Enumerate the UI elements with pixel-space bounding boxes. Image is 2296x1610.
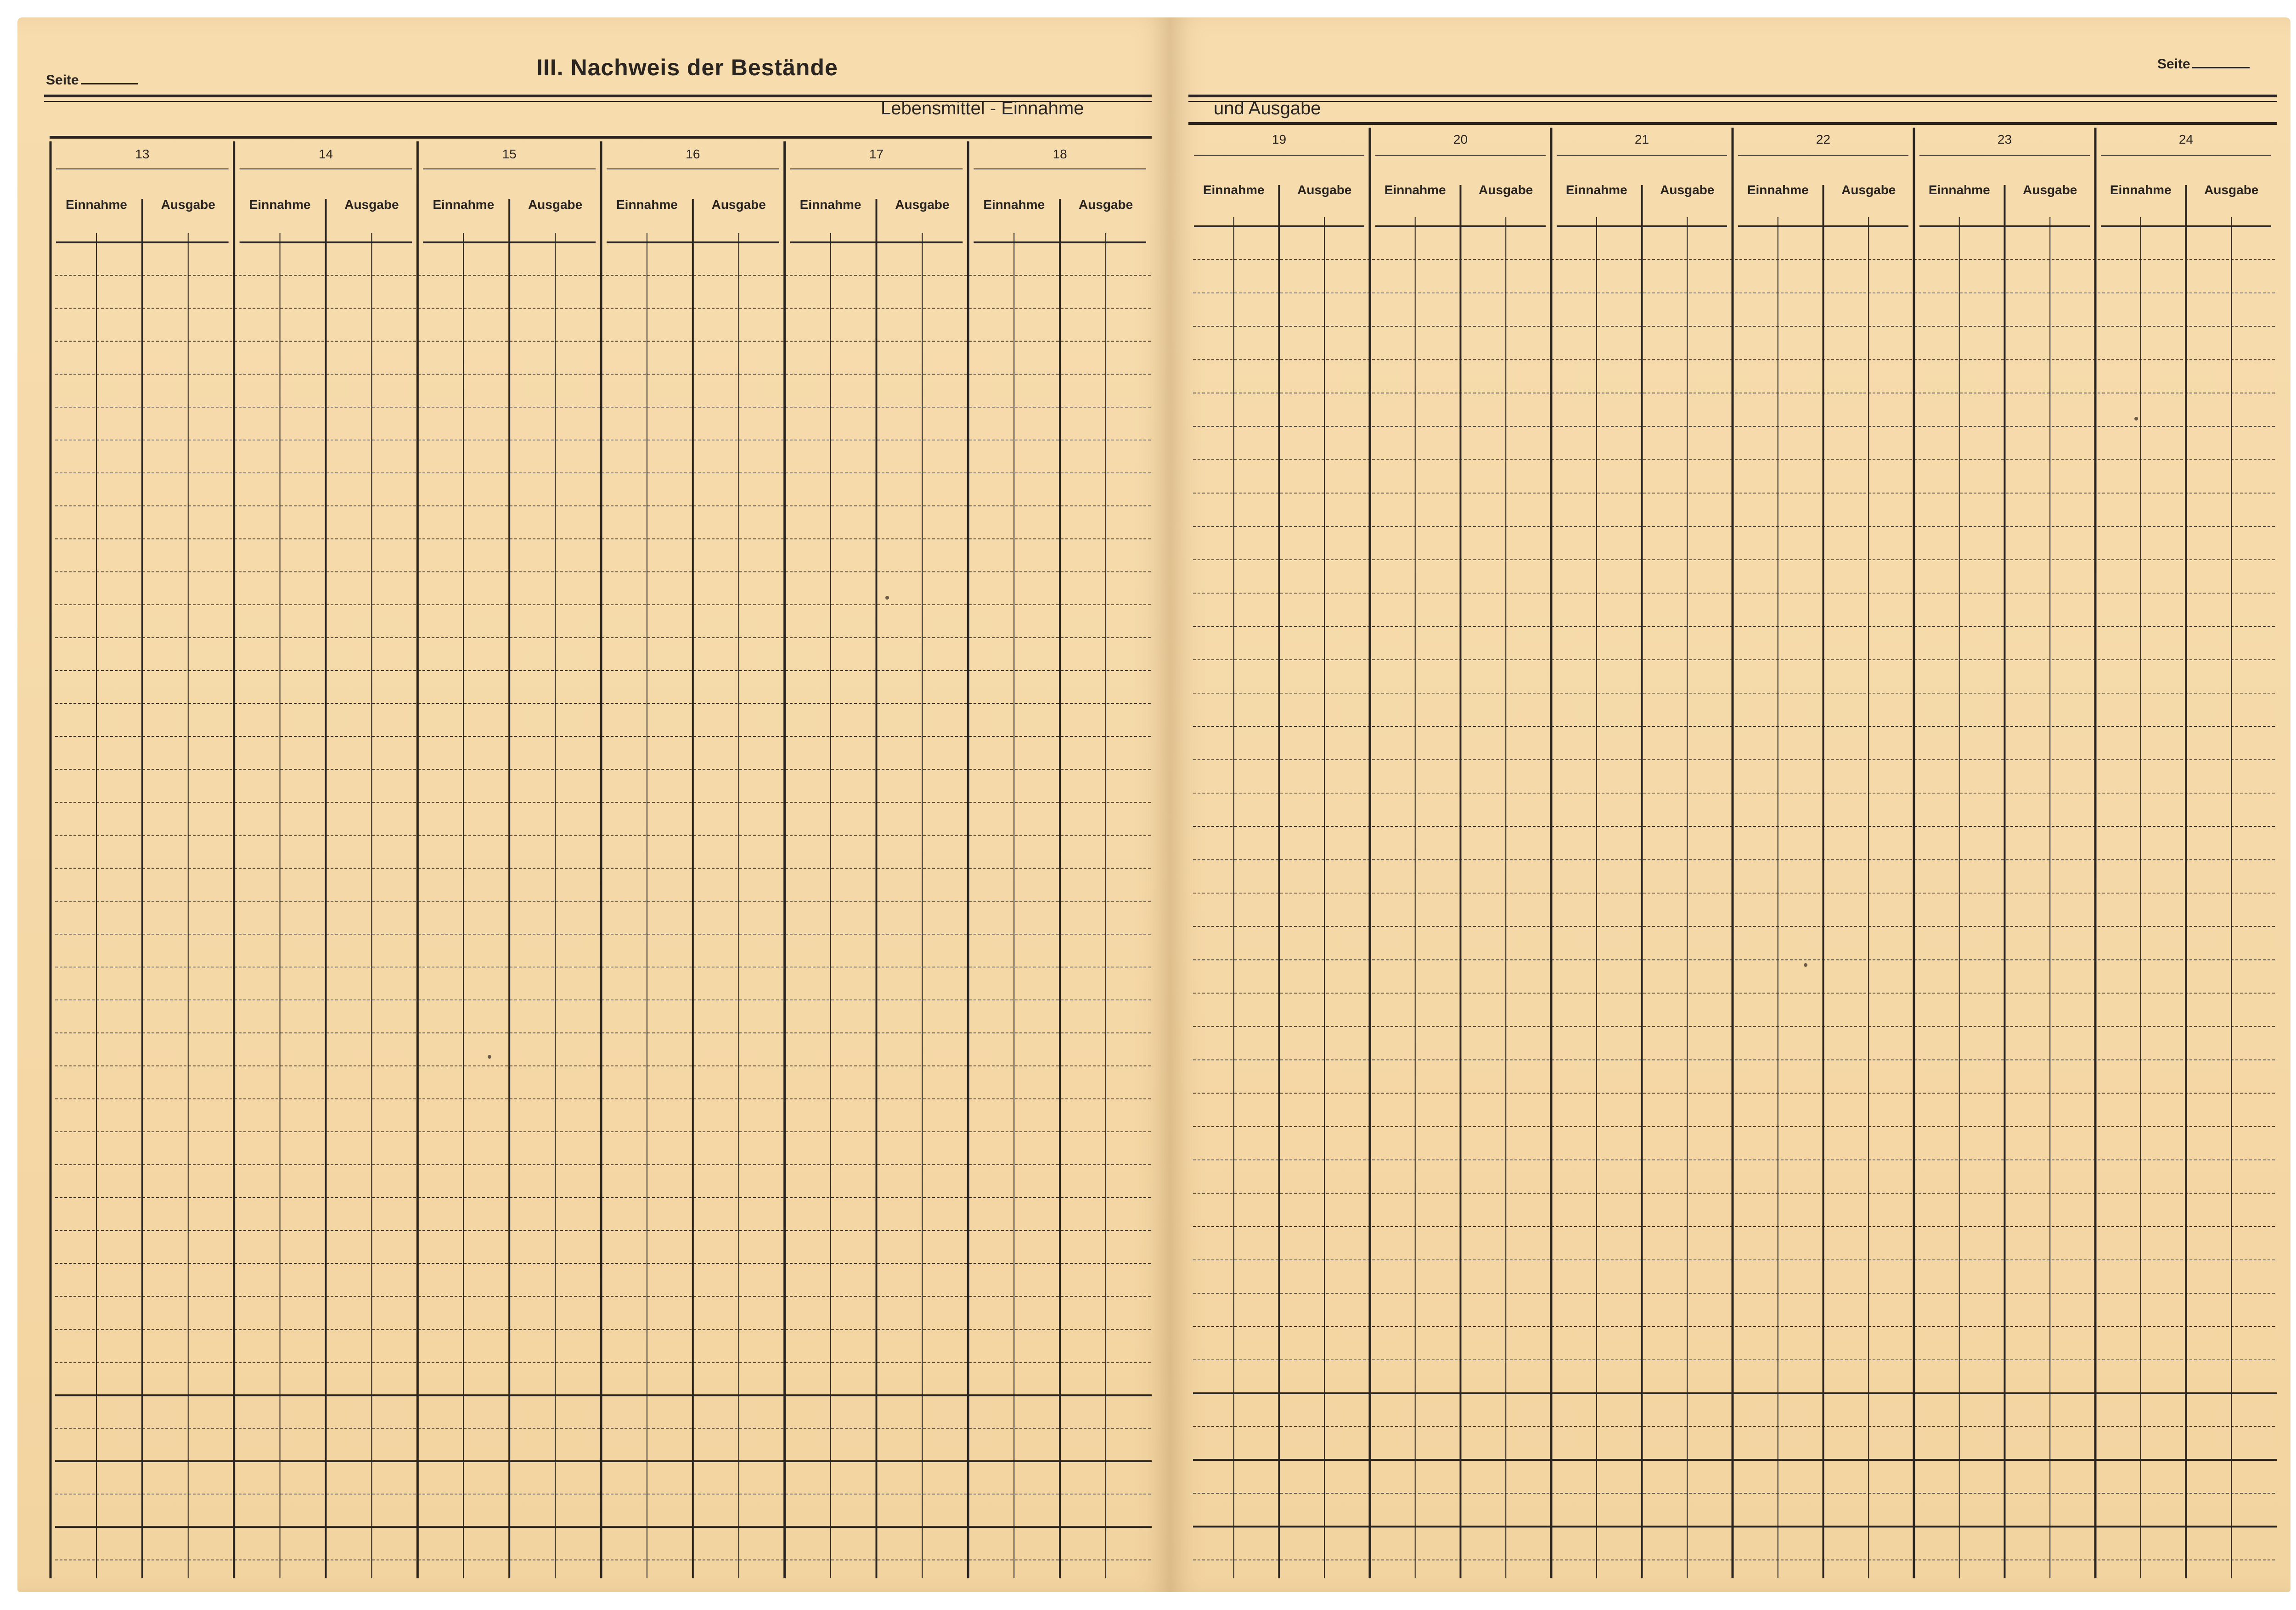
column-number: 15	[502, 147, 517, 161]
einnahme-header: Einnahme	[1384, 183, 1446, 197]
column-number: 16	[686, 147, 700, 161]
einnahme-header: Einnahme	[1203, 183, 1265, 197]
seite-label: Seite	[2157, 56, 2190, 72]
section-subtitle-left: Lebensmittel - Einnahme	[881, 98, 1084, 118]
ausgabe-header: Ausgabe	[161, 197, 215, 212]
ausgabe-header: Ausgabe	[711, 197, 766, 212]
column-number: 21	[1634, 132, 1649, 146]
seite-label: Seite	[46, 73, 79, 88]
paper-speck	[1804, 963, 1807, 967]
ausgabe-header: Ausgabe	[1660, 183, 1715, 197]
column-number: 17	[869, 147, 884, 161]
column-number: 24	[2178, 132, 2194, 146]
column-number: 22	[1816, 132, 1831, 146]
right-page	[1170, 17, 2290, 1592]
ausgabe-header: Ausgabe	[1479, 183, 1533, 197]
einnahme-header: Einnahme	[1747, 183, 1809, 197]
left-page	[17, 17, 1170, 1592]
column-number: 14	[318, 147, 333, 161]
ausgabe-header: Ausgabe	[1841, 183, 1896, 197]
column-number: 13	[135, 147, 150, 161]
ausgabe-header: Ausgabe	[2204, 183, 2259, 197]
ausgabe-header: Ausgabe	[528, 197, 583, 212]
einnahme-header: Einnahme	[1928, 183, 1990, 197]
column-number: 20	[1453, 132, 1468, 146]
einnahme-header: Einnahme	[616, 197, 678, 212]
ausgabe-header: Ausgabe	[895, 197, 950, 212]
page-title: III. Nachweis der Bestände	[536, 55, 838, 80]
ledger-grid-left	[17, 17, 1170, 1592]
einnahme-header: Einnahme	[799, 197, 861, 212]
paper-speck	[885, 596, 889, 600]
column-number: 23	[1997, 132, 2012, 146]
ausgabe-header: Ausgabe	[1078, 197, 1133, 212]
paper-speck	[488, 1055, 491, 1059]
einnahme-header: Einnahme	[1565, 183, 1627, 197]
ausgabe-header: Ausgabe	[344, 197, 399, 212]
column-number: 18	[1052, 147, 1067, 161]
column-number: 19	[1272, 132, 1287, 146]
ledger-grid-right	[1170, 17, 2290, 1592]
paper-speck	[2134, 417, 2138, 421]
ausgabe-header: Ausgabe	[1297, 183, 1352, 197]
ausgabe-header: Ausgabe	[2023, 183, 2077, 197]
einnahme-header: Einnahme	[983, 197, 1045, 212]
einnahme-header: Einnahme	[249, 197, 311, 212]
einnahme-header: Einnahme	[66, 197, 127, 212]
einnahme-header: Einnahme	[433, 197, 495, 212]
section-subtitle-right: und Ausgabe	[1214, 98, 1321, 118]
einnahme-header: Einnahme	[2110, 183, 2172, 197]
